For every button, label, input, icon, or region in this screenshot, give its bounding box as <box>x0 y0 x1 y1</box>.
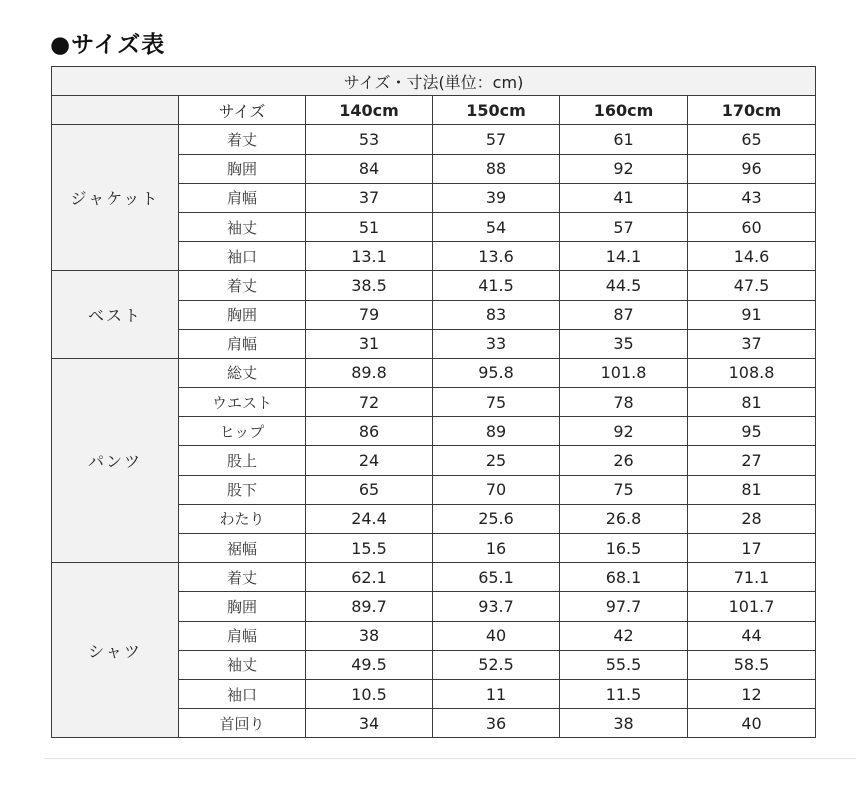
measurement-value: 81 <box>688 388 816 417</box>
measurement-value: 41 <box>560 183 688 212</box>
measurement-value: 62.1 <box>306 563 433 592</box>
measurement-value: 86 <box>306 417 433 446</box>
measurement-value: 89.8 <box>306 358 433 387</box>
measurement-value: 88 <box>433 154 560 183</box>
measurement-value: 13.6 <box>433 242 560 271</box>
measurement-label: 首回り <box>179 709 306 738</box>
measurement-value: 25.6 <box>433 504 560 533</box>
measurement-value: 72 <box>306 388 433 417</box>
measurement-value: 70 <box>433 475 560 504</box>
measurement-value: 52.5 <box>433 650 560 679</box>
measurement-value: 11.5 <box>560 679 688 708</box>
measurement-label: 股下 <box>179 475 306 504</box>
measurement-value: 51 <box>306 212 433 241</box>
table-row <box>52 358 816 387</box>
measurement-value: 101.7 <box>688 592 816 621</box>
measurement-value: 27 <box>688 446 816 475</box>
table-caption: サイズ・寸法(単位：cm) <box>52 67 816 96</box>
measurement-value: 96 <box>688 154 816 183</box>
size-header-row <box>52 96 816 125</box>
measurement-value: 24.4 <box>306 504 433 533</box>
measurement-value: 33 <box>433 329 560 358</box>
measurement-label: 総丈 <box>179 358 306 387</box>
measurement-label: 袖丈 <box>179 212 306 241</box>
measurement-value: 35 <box>560 329 688 358</box>
measurement-value: 108.8 <box>688 358 816 387</box>
table-row <box>52 271 816 300</box>
measurement-value: 47.5 <box>688 271 816 300</box>
measurement-value: 71.1 <box>688 563 816 592</box>
measurement-value: 16.5 <box>560 534 688 563</box>
measurement-value: 61 <box>560 125 688 154</box>
divider <box>44 758 856 759</box>
measurement-value: 36 <box>433 709 560 738</box>
table-caption-row <box>52 67 816 96</box>
measurement-value: 83 <box>433 300 560 329</box>
group-label: ジャケット <box>52 125 179 271</box>
measurement-label: わたり <box>179 504 306 533</box>
measurement-value: 58.5 <box>688 650 816 679</box>
measurement-value: 17 <box>688 534 816 563</box>
measurement-value: 26.8 <box>560 504 688 533</box>
measurement-value: 16 <box>433 534 560 563</box>
measurement-label: ヒップ <box>179 417 306 446</box>
measurement-value: 68.1 <box>560 563 688 592</box>
measurement-value: 25 <box>433 446 560 475</box>
measurement-value: 37 <box>306 183 433 212</box>
measurement-value: 38.5 <box>306 271 433 300</box>
measurement-value: 92 <box>560 417 688 446</box>
measurement-label: 肩幅 <box>179 183 306 212</box>
size-header-170: 170cm <box>688 96 816 125</box>
measurement-value: 37 <box>688 329 816 358</box>
measurement-label: 肩幅 <box>179 329 306 358</box>
size-header-150: 150cm <box>433 96 560 125</box>
measurement-value: 84 <box>306 154 433 183</box>
measurement-value: 12 <box>688 679 816 708</box>
measurement-value: 54 <box>433 212 560 241</box>
group-label: ベスト <box>52 271 179 359</box>
measurement-value: 91 <box>688 300 816 329</box>
measurement-value: 93.7 <box>433 592 560 621</box>
measurement-value: 44 <box>688 621 816 650</box>
measurement-value: 10.5 <box>306 679 433 708</box>
measurement-value: 65.1 <box>433 563 560 592</box>
measurement-value: 87 <box>560 300 688 329</box>
measurement-value: 57 <box>433 125 560 154</box>
measurement-value: 55.5 <box>560 650 688 679</box>
measurement-label: 袖丈 <box>179 650 306 679</box>
measurement-value: 40 <box>433 621 560 650</box>
measurement-value: 89 <box>433 417 560 446</box>
measurement-value: 38 <box>306 621 433 650</box>
measurement-value: 79 <box>306 300 433 329</box>
measurement-value: 75 <box>560 475 688 504</box>
measurement-value: 57 <box>560 212 688 241</box>
measurement-label: 股上 <box>179 446 306 475</box>
measurement-value: 97.7 <box>560 592 688 621</box>
measurement-value: 42 <box>560 621 688 650</box>
measurement-value: 49.5 <box>306 650 433 679</box>
measurement-value: 28 <box>688 504 816 533</box>
measurement-value: 41.5 <box>433 271 560 300</box>
size-header-label: サイズ <box>179 96 306 125</box>
measurement-value: 60 <box>688 212 816 241</box>
measurement-value: 53 <box>306 125 433 154</box>
measurement-label: 胸囲 <box>179 154 306 183</box>
measurement-value: 65 <box>688 125 816 154</box>
measurement-value: 95.8 <box>433 358 560 387</box>
measurement-label: 着丈 <box>179 563 306 592</box>
measurement-label: 胸囲 <box>179 300 306 329</box>
measurement-value: 15.5 <box>306 534 433 563</box>
measurement-value: 78 <box>560 388 688 417</box>
measurement-label: ウエスト <box>179 388 306 417</box>
measurement-value: 81 <box>688 475 816 504</box>
measurement-value: 95 <box>688 417 816 446</box>
measurement-value: 65 <box>306 475 433 504</box>
table-row <box>52 125 816 154</box>
size-header-140: 140cm <box>306 96 433 125</box>
table-body <box>52 125 816 738</box>
measurement-value: 44.5 <box>560 271 688 300</box>
size-header-160: 160cm <box>560 96 688 125</box>
measurement-value: 13.1 <box>306 242 433 271</box>
measurement-value: 43 <box>688 183 816 212</box>
measurement-label: 肩幅 <box>179 621 306 650</box>
measurement-value: 14.1 <box>560 242 688 271</box>
measurement-label: 着丈 <box>179 271 306 300</box>
group-label: パンツ <box>52 358 179 562</box>
measurement-label: 袖口 <box>179 242 306 271</box>
measurement-value: 14.6 <box>688 242 816 271</box>
group-label: シャツ <box>52 563 179 738</box>
measurement-label: 袖口 <box>179 679 306 708</box>
measurement-value: 24 <box>306 446 433 475</box>
measurement-value: 34 <box>306 709 433 738</box>
table-row <box>52 563 816 592</box>
measurement-value: 101.8 <box>560 358 688 387</box>
measurement-label: 裾幅 <box>179 534 306 563</box>
measurement-value: 40 <box>688 709 816 738</box>
measurement-label: 胸囲 <box>179 592 306 621</box>
measurement-value: 89.7 <box>306 592 433 621</box>
measurement-value: 26 <box>560 446 688 475</box>
measurement-value: 92 <box>560 154 688 183</box>
measurement-value: 31 <box>306 329 433 358</box>
measurement-value: 11 <box>433 679 560 708</box>
measurement-value: 39 <box>433 183 560 212</box>
page-title: ●サイズ表 <box>50 32 166 58</box>
measurement-value: 75 <box>433 388 560 417</box>
measurement-value: 38 <box>560 709 688 738</box>
corner-cell <box>52 96 179 125</box>
size-table <box>51 66 816 738</box>
measurement-label: 着丈 <box>179 125 306 154</box>
